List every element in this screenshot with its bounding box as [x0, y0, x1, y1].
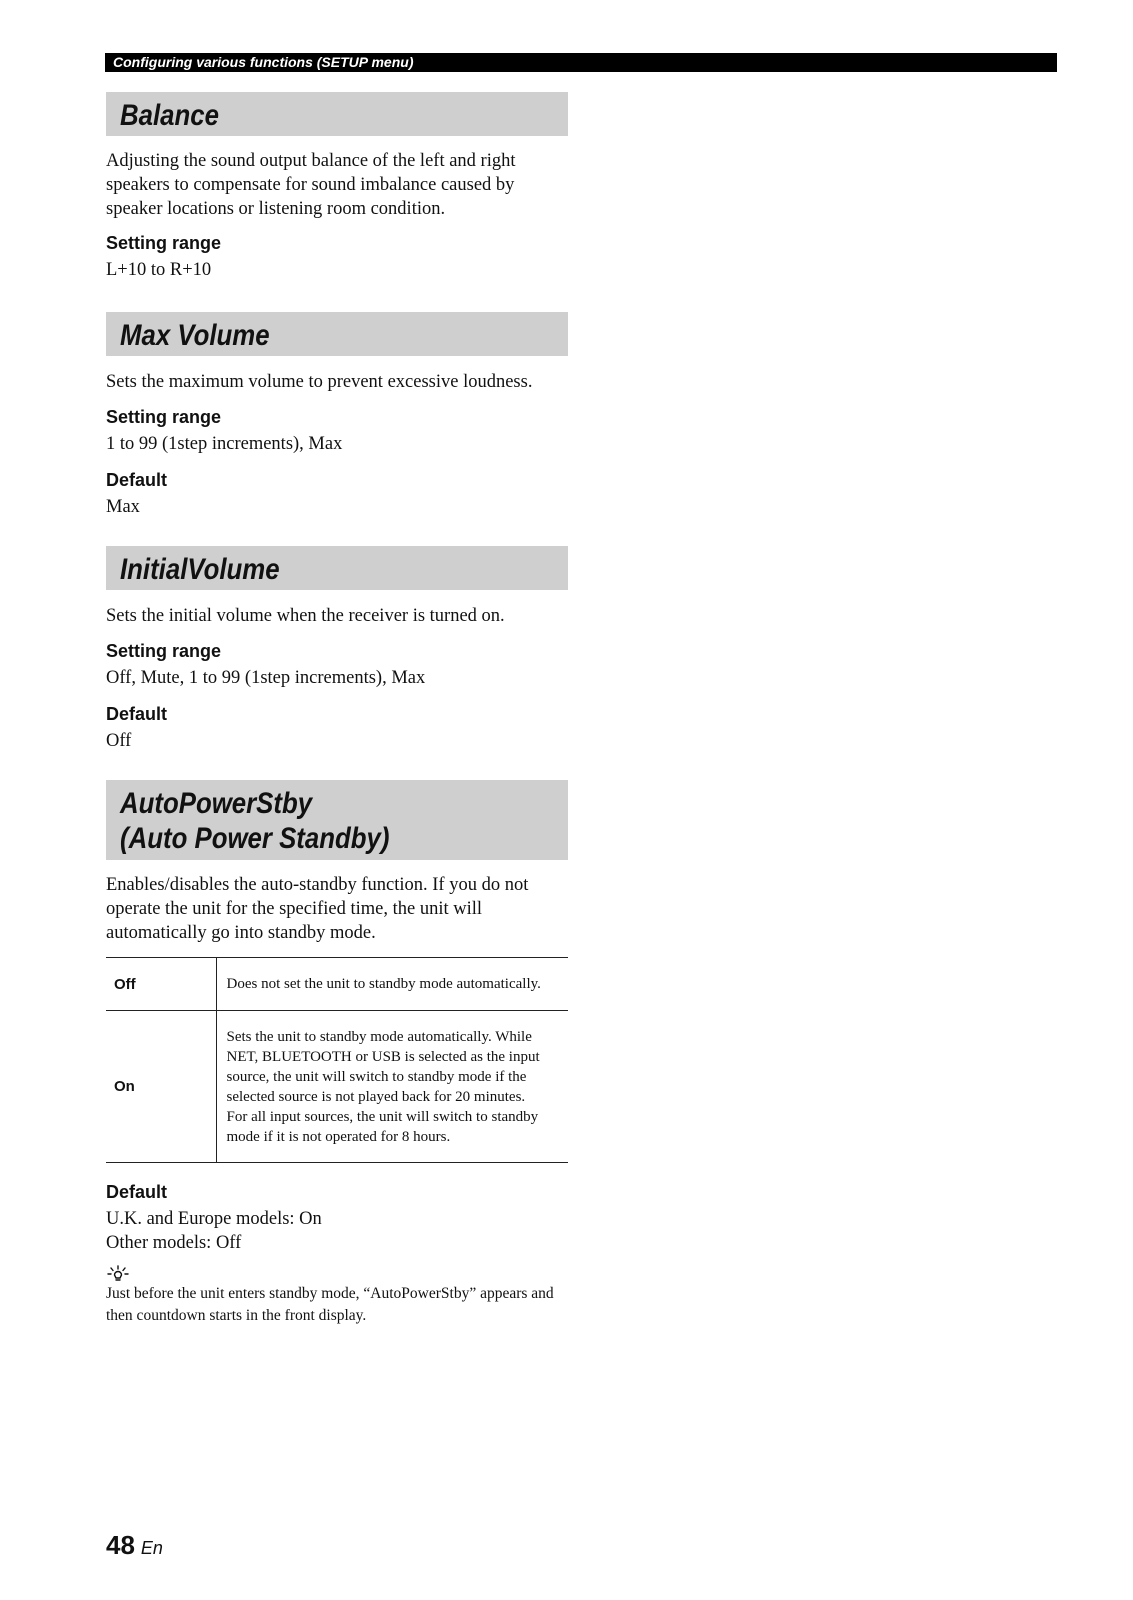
- initial-volume-range-value: Off, Mute, 1 to 99 (1step increments), Max: [106, 668, 426, 688]
- option-desc-on-text-2: For all input sources, the unit will switch to standby mode if it is not operated for 8 hours.: [226, 1108, 539, 1145]
- auto-power-standby-description: Enables/disables the auto-standby function. If you do not operate the unit for the specified time, the unit will automatically go into standby mode.: [106, 875, 529, 943]
- max-volume-heading: Max Volume: [106, 312, 568, 356]
- max-volume-default-value: Max: [106, 497, 140, 517]
- auto-power-standby-heading: AutoPowerStby (Auto Power Standby): [106, 780, 568, 860]
- max-volume-range-label: Setting range: [106, 407, 222, 427]
- tip-note: Just before the unit enters standby mode, “AutoPowerStby” appears and then countdown starts in the front display.: [106, 1285, 554, 1324]
- page-footer: [106, 1530, 163, 1563]
- initial-volume-default-label: Default: [106, 704, 168, 724]
- lightbulb-icon: [106, 1265, 130, 1281]
- option-key-off: Off: [106, 958, 216, 1011]
- auto-power-standby-options-table: [106, 957, 568, 1163]
- initial-volume-default-value: Off: [106, 731, 132, 751]
- balance-heading: Balance: [106, 92, 568, 136]
- page-language: En: [140, 1538, 163, 1558]
- auto-power-standby-default-line1: U.K. and Europe models: On: [106, 1209, 322, 1229]
- section-header-title: Configuring various functions (SETUP menu): [113, 54, 414, 70]
- max-volume-description: Sets the maximum volume to prevent excessive loudness.: [106, 372, 533, 392]
- option-key-on: On: [106, 1011, 216, 1163]
- max-volume-range-value: 1 to 99 (1step increments), Max: [106, 434, 343, 454]
- balance-range-value: L+10 to R+10: [106, 260, 212, 280]
- initial-volume-heading: InitialVolume: [106, 546, 568, 590]
- initial-volume-range-label: Setting range: [106, 641, 222, 661]
- balance-description: Adjusting the sound output balance of the left and right speakers to compensate for sound imbalance caused by speaker locations or listening room condition.: [106, 151, 516, 219]
- page-number: 48: [106, 1530, 135, 1560]
- option-desc-on: [216, 1011, 568, 1163]
- balance-range-label: Setting range: [106, 233, 222, 253]
- option-desc-off: Does not set the unit to standby mode automatically.: [216, 958, 568, 1011]
- section-header-bar: [105, 53, 1057, 72]
- max-volume-default-label: Default: [106, 470, 168, 490]
- option-desc-on-text: Sets the unit to standby mode automatically. While NET, BLUETOOTH or USB is selected as the input source, the unit will switch to standby mode if the selected source is not played back for 20 minutes.: [226, 1028, 540, 1105]
- table-row: [106, 958, 568, 1011]
- auto-power-standby-default-label: Default: [106, 1182, 168, 1202]
- initial-volume-description: Sets the initial volume when the receiver is turned on.: [106, 606, 505, 626]
- table-row: [106, 1011, 568, 1163]
- auto-power-standby-default-line2: Other models: Off: [106, 1233, 242, 1253]
